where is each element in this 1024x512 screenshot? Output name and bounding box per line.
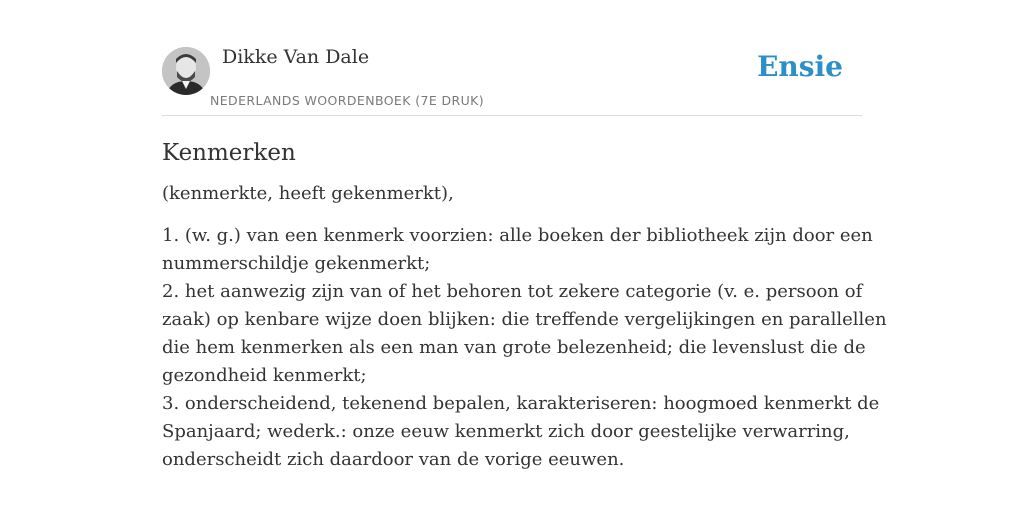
entry-term: Kenmerken (162, 140, 296, 166)
definition-line: 1. (w. g.) van een kenmerk voorzien: alle boeken der bibliotheek zijn door een (162, 225, 873, 246)
entry-card (162, 44, 887, 474)
source-label[interactable]: NEDERLANDS WOORDENBOEK (7E DRUK) (210, 93, 485, 108)
author-name[interactable]: Dikke Van Dale (222, 46, 370, 68)
definition-line: zaak) op kenbare wijze doen blijken: die treffende vergelijkingen en parallellen (162, 309, 887, 330)
definition-line: 2. het aanwezig zijn van of het behoren tot zekere categorie (v. e. persoon of (162, 281, 863, 302)
portrait-icon (162, 47, 210, 95)
entry-definitions (162, 222, 887, 474)
brand-logo[interactable]: Ensie (757, 50, 843, 83)
definition-line: gezondheid kenmerkt; (162, 365, 367, 386)
definition-line: 3. onderscheidend, tekenend bepalen, karakteriseren: hoogmoed kenmerkt de (162, 393, 880, 414)
definition-line: nummerschildje gekenmerkt; (162, 253, 431, 274)
entry-header (162, 44, 862, 116)
definition-line: Spanjaard; wederk.: onze eeuw kenmerkt zich door geestelijke verwarring, (162, 421, 850, 442)
entry-forms: (kenmerkte, heeft gekenmerkt), (162, 183, 454, 204)
author-avatar[interactable] (162, 47, 210, 95)
definition-line: onderscheidt zich daardoor van de vorige eeuwen. (162, 449, 625, 470)
definition-line: die hem kenmerken als een man van grote belezenheid; die levenslust die de (162, 337, 866, 358)
